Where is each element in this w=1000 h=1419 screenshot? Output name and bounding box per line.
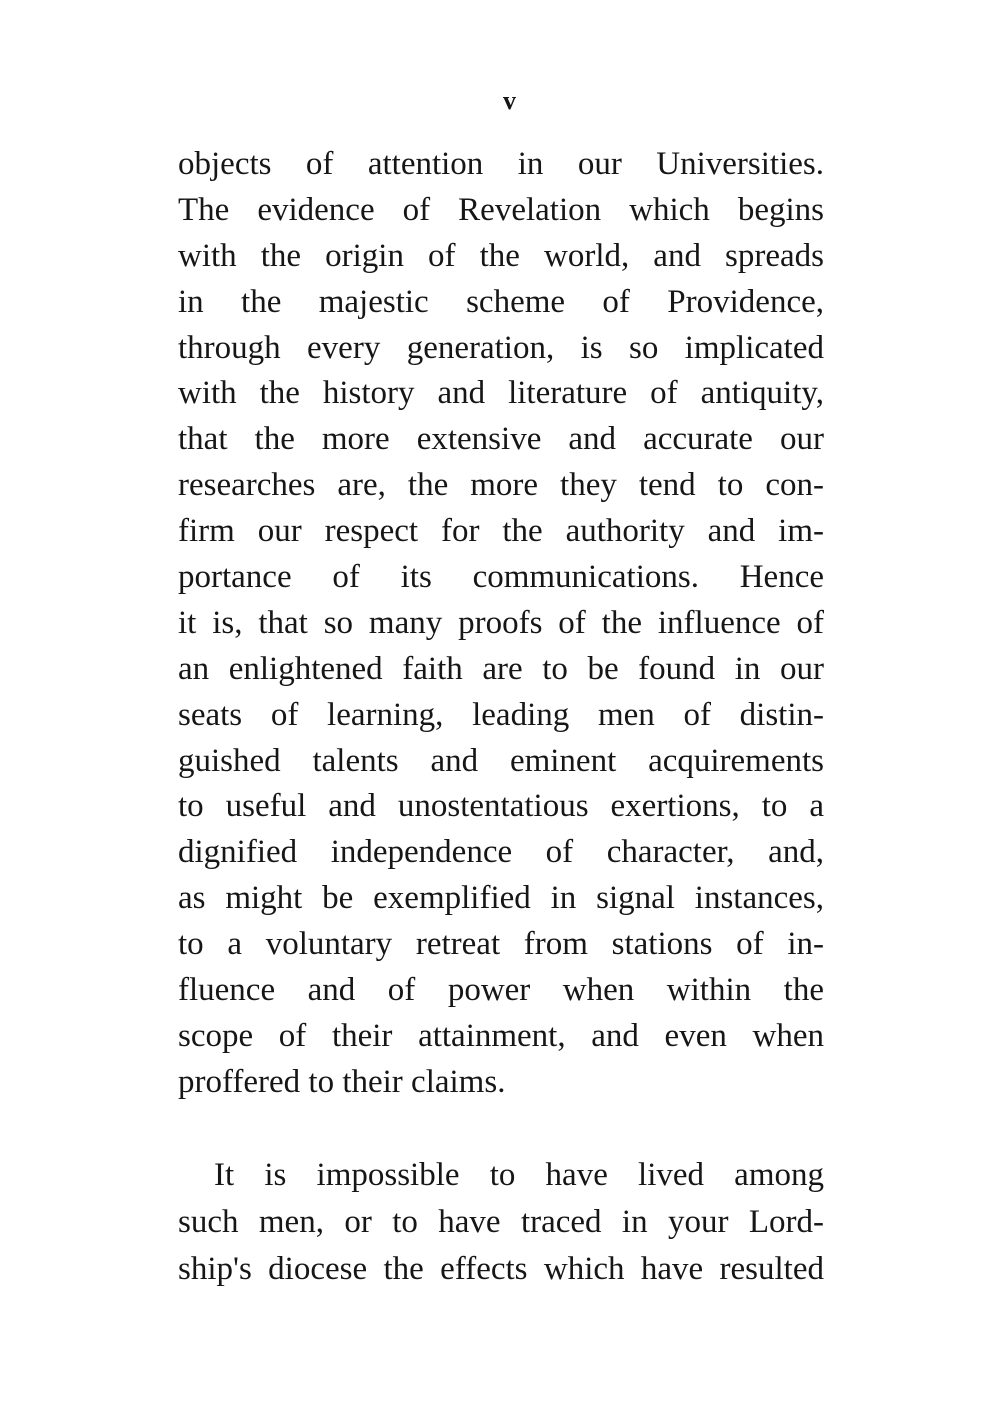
text-line: researches are, the more they tend to con- (178, 467, 824, 504)
text-line: seats of learning, leading men of distin- (178, 696, 824, 733)
text-line: such men, or to have traced in your Lord- (178, 1204, 824, 1240)
text-line: scope of their attainment, and even when (178, 1017, 824, 1054)
paragraph-1 (178, 142, 824, 1106)
text-line: with the origin of the world, and spreads (178, 237, 824, 274)
text-line: in the majestic scheme of Providence, (178, 283, 824, 320)
text-line: to useful and unostentatious exertions, to a (178, 788, 824, 825)
text-line: fluence and of power when within the (178, 972, 824, 1009)
text-line: to a voluntary retreat from stations of in- (178, 926, 824, 963)
text-line: with the history and literature of antiquity, (178, 375, 824, 412)
text-line: It is impossible to have lived among (214, 1157, 824, 1193)
text-line: that the more extensive and accurate our (178, 421, 824, 458)
text-line: through every generation, is so implicated (178, 329, 824, 366)
paragraph-2 (178, 1152, 824, 1293)
text-line: proffered to their claims. (178, 1063, 506, 1100)
text-line: objects of attention in our Universities. (178, 146, 824, 182)
text-line: ship's diocese the effects which have resulted (178, 1251, 824, 1287)
text-line: The evidence of Revelation which begins (178, 191, 824, 228)
text-line: it is, that so many proofs of the influence of (178, 604, 824, 641)
text-line: firm our respect for the authority and im- (178, 513, 824, 550)
text-line: portance of its communications. Hence (178, 559, 824, 596)
text-line: as might be exemplified in signal instances, (178, 880, 824, 917)
text-line: guished talents and eminent acquirements (178, 742, 824, 779)
text-line: dignified independence of character, and, (178, 834, 824, 871)
text-line: an enlightened faith are to be found in our (178, 650, 824, 687)
page-number: v (503, 86, 517, 115)
